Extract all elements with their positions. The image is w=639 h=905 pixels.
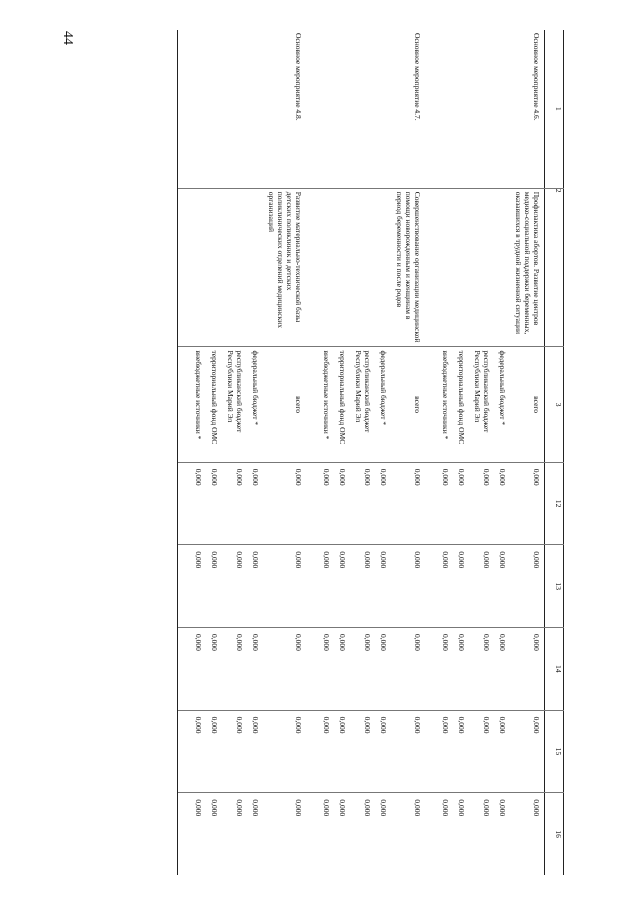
table-row — [247, 30, 263, 875]
funding-value: 0,000 — [206, 793, 222, 875]
funding-source: всего — [391, 347, 425, 462]
funding-value: 0,000 — [375, 462, 391, 545]
column-header: 12 — [545, 462, 564, 545]
funding-table — [177, 30, 564, 875]
funding-value: 0,000 — [222, 545, 247, 628]
activity-name — [247, 30, 263, 188]
column-header: 1 — [554, 106, 563, 111]
funding-source: федеральный бюджет * — [247, 347, 263, 462]
funding-value: 0,000 — [334, 545, 350, 628]
funding-value: 0,000 — [350, 545, 375, 628]
funding-value: 0,000 — [247, 793, 263, 875]
activity-description — [375, 188, 391, 347]
funding-source: всего — [510, 347, 545, 462]
funding-value: 0,000 — [263, 462, 306, 545]
funding-value: 0,000 — [222, 628, 247, 711]
funding-value: 0,000 — [453, 710, 469, 793]
funding-value: 0,000 — [494, 628, 510, 711]
activity-name: Основное мероприятие 4.6. — [532, 33, 541, 121]
funding-source: территориальный фонд ОМС — [206, 347, 222, 462]
funding-value: 0,000 — [306, 793, 334, 875]
funding-source: всего — [263, 347, 306, 462]
funding-value: 0,000 — [510, 710, 545, 793]
funding-value: 0,000 — [391, 793, 425, 875]
funding-value: 0,000 — [206, 628, 222, 711]
funding-source: внебюджетные источники * — [425, 347, 453, 462]
funding-value: 0,000 — [222, 793, 247, 875]
activity-name: Основное мероприятие 4.8. — [294, 33, 303, 121]
table-row — [375, 30, 391, 875]
funding-value: 0,000 — [247, 545, 263, 628]
funding-value: 0,000 — [334, 793, 350, 875]
funding-value: 0,000 — [206, 462, 222, 545]
funding-value: 0,000 — [178, 545, 207, 628]
funding-value: 0,000 — [306, 462, 334, 545]
funding-value: 0,000 — [453, 628, 469, 711]
table-row — [469, 30, 494, 875]
funding-value: 0,000 — [334, 462, 350, 545]
funding-value: 0,000 — [247, 628, 263, 711]
activity-description — [178, 188, 207, 347]
funding-value: 0,000 — [469, 462, 494, 545]
funding-source: территориальный фонд ОМС — [453, 347, 469, 462]
activity-name — [425, 30, 453, 188]
funding-value: 0,000 — [510, 793, 545, 875]
activity-name — [375, 30, 391, 188]
funding-source: федеральный бюджет * — [375, 347, 391, 462]
funding-value: 0,000 — [350, 793, 375, 875]
activity-description — [247, 188, 263, 347]
funding-value: 0,000 — [375, 545, 391, 628]
activity-name — [206, 30, 222, 188]
table-row — [510, 30, 545, 875]
activity-description — [453, 188, 469, 347]
funding-value: 0,000 — [453, 793, 469, 875]
funding-value: 0,000 — [263, 545, 306, 628]
table-row — [334, 30, 350, 875]
activity-description: Развитие материально-технической базы детских поликлиник и детских поликлинических отделений медицинских организаций — [263, 188, 306, 347]
funding-value: 0,000 — [425, 462, 453, 545]
table-row — [494, 30, 510, 875]
funding-value: 0,000 — [350, 628, 375, 711]
activity-name — [178, 30, 207, 188]
funding-value: 0,000 — [510, 462, 545, 545]
funding-value: 0,000 — [494, 462, 510, 545]
activity-description — [494, 188, 510, 347]
funding-value: 0,000 — [178, 793, 207, 875]
funding-value: 0,000 — [375, 710, 391, 793]
funding-source: республиканский бюджет Республики Марий Эл — [469, 347, 494, 462]
funding-value: 0,000 — [425, 628, 453, 711]
funding-value: 0,000 — [391, 462, 425, 545]
table-row — [453, 30, 469, 875]
funding-value: 0,000 — [178, 710, 207, 793]
funding-value: 0,000 — [247, 462, 263, 545]
funding-value: 0,000 — [206, 710, 222, 793]
activity-description — [222, 188, 247, 347]
funding-value: 0,000 — [350, 710, 375, 793]
funding-value: 0,000 — [263, 628, 306, 711]
activity-description — [206, 188, 222, 347]
activity-description — [425, 188, 453, 347]
funding-source: внебюджетные источники * — [178, 347, 207, 462]
activity-name — [222, 30, 247, 188]
funding-value: 0,000 — [494, 793, 510, 875]
activity-description: Совершенствование организации медицинской помощи новорожденным и женщинам в период беременности и после родов — [391, 188, 425, 347]
funding-value: 0,000 — [391, 628, 425, 711]
funding-value: 0,000 — [306, 628, 334, 711]
table-row — [391, 30, 425, 875]
table-row — [263, 30, 306, 875]
header-row — [545, 30, 564, 875]
table-row — [306, 30, 334, 875]
funding-source: республиканский бюджет Республики Марий Эл — [222, 347, 247, 462]
funding-source: федеральный бюджет * — [494, 347, 510, 462]
funding-value: 0,000 — [334, 710, 350, 793]
table-row — [425, 30, 453, 875]
funding-value: 0,000 — [306, 545, 334, 628]
funding-value: 0,000 — [453, 545, 469, 628]
funding-value: 0,000 — [469, 628, 494, 711]
table-row — [222, 30, 247, 875]
funding-value: 0,000 — [425, 793, 453, 875]
funding-value: 0,000 — [178, 462, 207, 545]
funding-value: 0,000 — [425, 545, 453, 628]
funding-value: 0,000 — [510, 545, 545, 628]
funding-value: 0,000 — [263, 793, 306, 875]
funding-value: 0,000 — [222, 710, 247, 793]
funding-value: 0,000 — [425, 710, 453, 793]
funding-value: 0,000 — [494, 710, 510, 793]
column-header: 2 — [545, 188, 564, 347]
funding-source: республиканский бюджет Республики Марий Эл — [350, 347, 375, 462]
funding-source: территориальный фонд ОМС — [334, 347, 350, 462]
column-header: 13 — [545, 545, 564, 628]
activity-description — [306, 188, 334, 347]
funding-value: 0,000 — [334, 628, 350, 711]
funding-value: 0,000 — [391, 545, 425, 628]
activity-description: Профилактика абортов. Развитие центров медико-социальной поддержки беременных, оказавшихся в трудной жизненной ситуации — [510, 188, 545, 347]
column-header: 3 — [545, 347, 564, 462]
activity-name — [306, 30, 334, 188]
table-row — [178, 30, 207, 875]
activity-name — [469, 30, 494, 188]
activity-description — [469, 188, 494, 347]
funding-value: 0,000 — [178, 628, 207, 711]
page-number: 44 — [60, 31, 75, 45]
funding-value: 0,000 — [263, 710, 306, 793]
column-header: 15 — [545, 710, 564, 793]
funding-value: 0,000 — [469, 710, 494, 793]
funding-value: 0,000 — [494, 545, 510, 628]
funding-value: 0,000 — [469, 545, 494, 628]
table-body — [178, 30, 545, 875]
funding-value: 0,000 — [350, 462, 375, 545]
table-row — [206, 30, 222, 875]
column-header: 14 — [545, 628, 564, 711]
activity-name — [453, 30, 469, 188]
activity-name — [494, 30, 510, 188]
rotated-page — [0, 30, 564, 875]
table-row — [350, 30, 375, 875]
funding-value: 0,000 — [247, 710, 263, 793]
funding-value: 0,000 — [469, 793, 494, 875]
activity-name — [334, 30, 350, 188]
activity-description — [350, 188, 375, 347]
funding-value: 0,000 — [375, 628, 391, 711]
funding-value: 0,000 — [453, 462, 469, 545]
funding-value: 0,000 — [510, 628, 545, 711]
funding-value: 0,000 — [391, 710, 425, 793]
funding-value: 0,000 — [206, 545, 222, 628]
activity-name: Основное мероприятие 4.7. — [413, 33, 422, 121]
funding-value: 0,000 — [375, 793, 391, 875]
column-header: 16 — [545, 793, 564, 875]
funding-value: 0,000 — [222, 462, 247, 545]
funding-value: 0,000 — [306, 710, 334, 793]
funding-source: внебюджетные источники * — [306, 347, 334, 462]
activity-name — [350, 30, 375, 188]
activity-description — [334, 188, 350, 347]
